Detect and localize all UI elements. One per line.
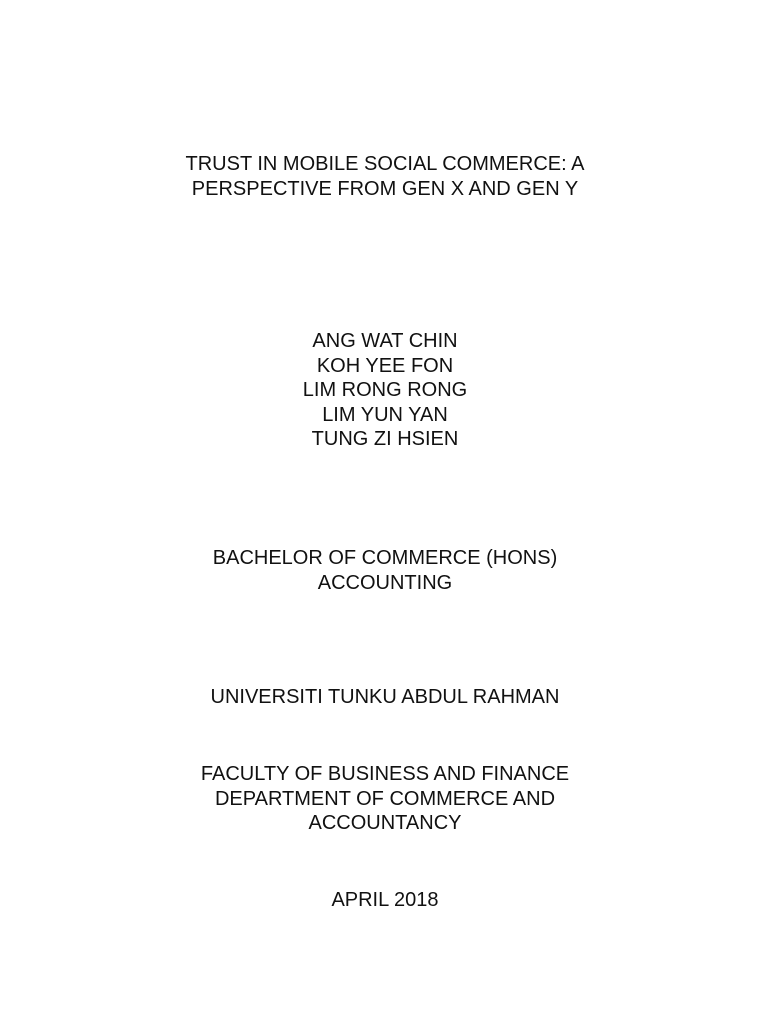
author-list xyxy=(0,329,770,452)
faculty-department xyxy=(0,762,770,836)
author-name: KOH YEE FON xyxy=(316,354,454,377)
date-line: APRIL 2018 xyxy=(331,889,439,911)
faculty-line-3: ACCOUNTANCY xyxy=(308,812,462,834)
degree-program xyxy=(0,546,770,595)
document-title xyxy=(0,152,770,201)
submission-date xyxy=(0,888,770,913)
author-name: TUNG ZI HSIEN xyxy=(311,428,459,450)
author-name: LIM RONG RONG xyxy=(302,379,468,401)
faculty-line-1: FACULTY OF BUSINESS AND FINANCE xyxy=(200,763,570,785)
faculty-line-2: DEPARTMENT OF COMMERCE AND xyxy=(214,787,556,810)
university-name xyxy=(0,685,770,710)
author-name: LIM YUN YAN xyxy=(322,403,448,426)
university-line: UNIVERSITI TUNKU ABDUL RAHMAN xyxy=(210,686,560,708)
degree-line-2: ACCOUNTING xyxy=(317,571,453,594)
author-name: ANG WAT CHIN xyxy=(312,330,458,352)
degree-line-1: BACHELOR OF COMMERCE (HONS) xyxy=(212,547,558,569)
title-line-2: PERSPECTIVE FROM GEN X AND GEN Y xyxy=(191,177,579,200)
title-line-1: TRUST IN MOBILE SOCIAL COMMERCE: A xyxy=(185,153,585,175)
